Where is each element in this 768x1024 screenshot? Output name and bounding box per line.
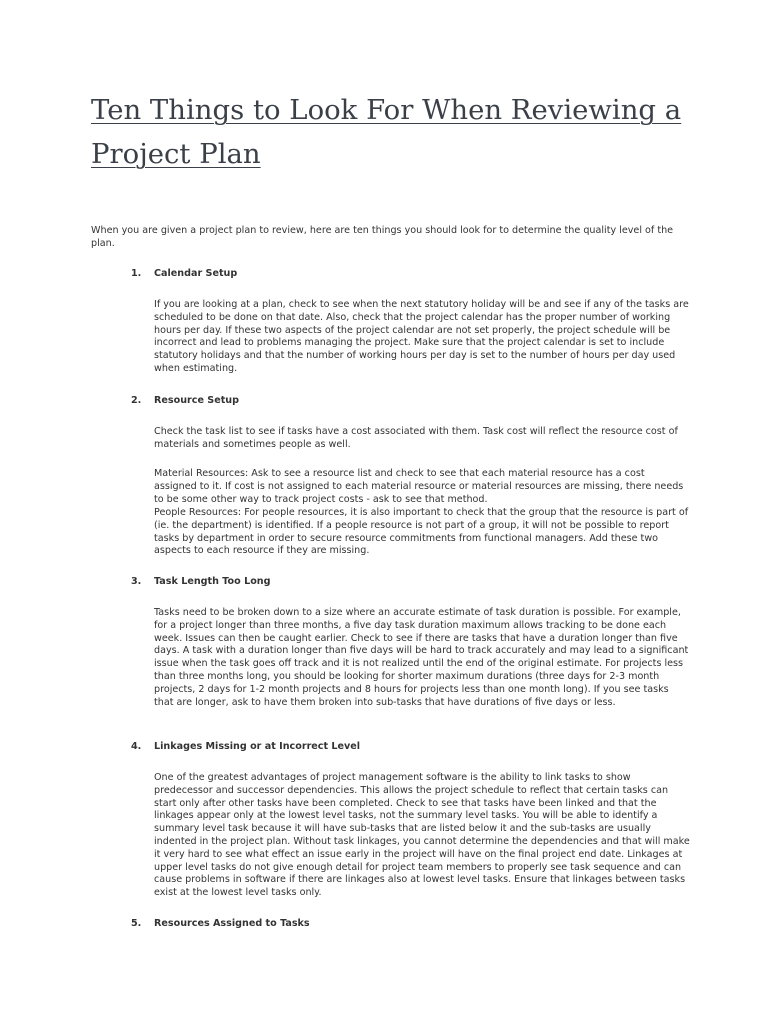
section-paragraph: One of the greatest advantages of project management software is the ability to link tasks to show predecessor and successor dependencies. This allows the project schedule to reflect that certain tasks can start only after other tasks have been completed. Check to see that tasks have been linked and that the linkages appear only at the lowest level tasks, not the summary level tasks. You will be able to identify a summary level task because it will have sub-tasks that are listed below it and the sub-tasks are usually indented in the project plan. Without task linkages, you cannot determine the dependencies and that will make it very hard to see what effect an issue early in the project will have on the final project end date. Linkages at upper level tasks do not give enough detail for project team members to properly see task sequence and can cause problems in software if there are linkages also at lowest level tasks. Ensure that linkages between tasks exist at the lowest level tasks only. bbox=[154, 772, 690, 899]
section-title: Resources Assigned to Tasks bbox=[154, 918, 310, 929]
section-number: 1. bbox=[131, 268, 142, 279]
section-heading-resources-assigned bbox=[131, 918, 310, 931]
document-title: Ten Things to Look For When Reviewing a Project Plan bbox=[91, 94, 682, 170]
section-paragraph: Tasks need to be broken down to a size where an accurate estimate of task duration is possible. For example, for a project longer than three months, a five day task duration maximum allows tracking to be done each week. Issues can then be caught earlier. Check to see if there are tasks that have a duration longer than five days. A task with a duration longer than five days will be hard to track accurately and may lead to a significant issue when the task goes off track and it is not realized until the end of the original estimate. For projects less than three months long, you should be looking for shorter maximum durations (three days for 2-3 month projects, 2 days for 1-2 month projects and 8 hours for projects less than one month long). If you see tasks that are longer, ask to have them broken into sub-tasks that have durations of five days or less. bbox=[154, 607, 689, 708]
section-number: 4. bbox=[131, 741, 142, 752]
section-title: Task Length Too Long bbox=[154, 576, 271, 587]
section-title: Calendar Setup bbox=[154, 268, 238, 279]
section-heading-linkages bbox=[131, 741, 360, 754]
section-paragraph: If you are looking at a plan, check to see when the next statutory holiday will be and see if any of the tasks are scheduled to be done on that date. Also, check that the project calendar has the proper number of working hours per day. If these two aspects of the project calendar are not set properly, the project schedule will be incorrect and lead to problems managing the project. Make sure that the project calendar is set to include statutory holidays and that the number of working hours per day is set to the number of hours per day used when estimating. bbox=[154, 299, 689, 374]
section-paragraph: Check the task list to see if tasks have a cost associated with them. Task cost will reflect the resource cost of materials and sometimes people as well. bbox=[154, 426, 678, 450]
section-number: 5. bbox=[131, 918, 142, 929]
section-paragraph-people-resources: People Resources: For people resources, it is also important to check that the group that the resource is part of (ie. the department) is identified. If a people resource is not part of a group, it will not be possible to report tasks by department in order to secure resource commitments from functional managers. Add these two aspects to each resource if they are missing. bbox=[154, 507, 689, 557]
intro-paragraph: When you are given a project plan to review, here are ten things you should look for to determine the quality level of the plan. bbox=[91, 225, 674, 249]
section-number: 3. bbox=[131, 576, 142, 587]
section-title: Linkages Missing or at Incorrect Level bbox=[154, 741, 361, 752]
section-heading-calendar-setup bbox=[131, 268, 237, 281]
section-title: Resource Setup bbox=[154, 395, 239, 406]
section-number: 2. bbox=[131, 395, 142, 406]
section-heading-task-length bbox=[131, 576, 270, 589]
section-paragraph-material-resources: Material Resources: Ask to see a resource list and check to see that each material resource has a cost assigned to it. If cost is not assigned to each material resource or material resources are missing, there needs to be some other way to track project costs - ask to see that method. bbox=[154, 468, 684, 505]
section-heading-resource-setup bbox=[131, 395, 239, 408]
